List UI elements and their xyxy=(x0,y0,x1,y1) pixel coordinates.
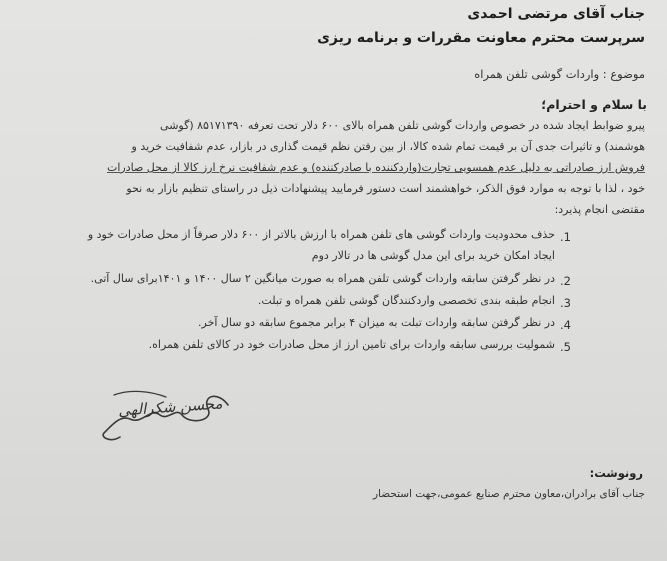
body-line: هوشمند) و تاثیرات جدی آن بر قیمت تمام شده کالا، از بین رفتن نظم قیمت گذاری در بازار، عدم شفافیت خرید و xyxy=(131,140,645,153)
list-item: در نظر گرفتن سابقه واردات گوشی تلفن همراه به صورت میانگین ۲ سال ۱۴۰۰ و ۱۴۰۱برای سال آتی. xyxy=(90,272,555,285)
subject-line: موضوع : واردات گوشی تلفن همراه xyxy=(474,67,645,81)
signature-name: محسن شکرالهی xyxy=(117,394,224,420)
body-line: مقتضی انجام پذیرد: xyxy=(554,203,645,216)
recipient-name: جناب آقای مرتضی احمدی xyxy=(467,6,645,22)
list-item: ایجاد امکان خرید برای این مدل گوشی ها در تالار دوم xyxy=(311,249,555,262)
list-number: 1. xyxy=(560,230,571,244)
cc-recipient: جناب آقای برادران،معاون محترم صنایع عمومی،جهت استحضار xyxy=(372,488,645,500)
list-item: حذف محدودیت واردات گوشی های تلفن همراه با ارزش بالاتر از ۶۰۰ دلار صرفاً از محل صادرات خود و xyxy=(87,228,555,241)
list-number: 4. xyxy=(560,318,571,332)
body-line: خود ، لذا با توجه به موارد فوق الذکر، خواهشمند است دستور فرمایید پیشنهادات ذیل در راستای تنظیم بازار به نحو xyxy=(126,182,645,195)
body-line: پیرو ضوابط ایجاد شده در خصوص واردات گوشی تلفن همراه بالای ۶۰۰ دلار تحت تعرفه ۸۵۱۷۱۳۹۰ (گوشی xyxy=(160,119,645,132)
list-number: 3. xyxy=(560,296,571,310)
list-item: در نظر گرفتن سابقه واردات تبلت به میزان ۴ برابر مجموع سابقه دو سال آخر. xyxy=(198,316,555,329)
list-item: شمولیت بررسی سابقه واردات برای تامین ارز از محل صادرات خود در کالای تلفن همراه. xyxy=(148,338,555,351)
list-item: انجام طبقه بندی تخصصی واردکنندگان گوشی تلفن همراه و تبلت. xyxy=(257,294,555,307)
greeting: با سلام و احترام؛ xyxy=(541,97,647,112)
recipient-title: سرپرست محترم معاونت مقررات و برنامه ریزی xyxy=(317,30,645,46)
list-number: 2. xyxy=(560,274,571,288)
list-number: 5. xyxy=(560,340,571,354)
body-line: فروش ارز صادراتی به دلیل عدم همسویی تجارت(واردکننده با صادرکننده) و عدم شفافیت نرخ ارز کالا از محل صادرات xyxy=(106,161,645,174)
cc-label: رونوشت: xyxy=(589,466,643,480)
